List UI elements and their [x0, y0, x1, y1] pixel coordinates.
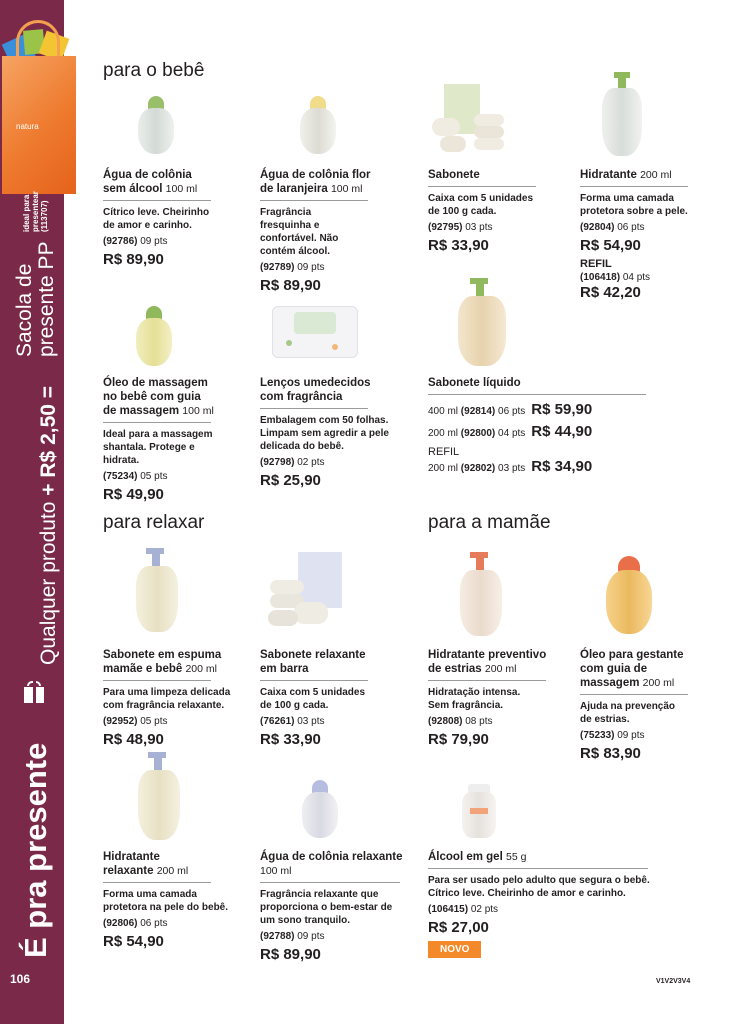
product-image-hidratante-relaxante: [136, 752, 182, 842]
product-desc: Fragrância relaxante que proporciona o bem-estar de um sono tranquilo.: [260, 889, 393, 926]
product-price: R$ 89,90: [103, 251, 164, 268]
divider: [260, 408, 368, 409]
product-name: Óleo de massagem no bebê com guia de massagem 100 ml: [103, 377, 214, 417]
product-code: (92806) 06 pts: [103, 918, 168, 929]
product-desc: Ajuda na prevenção de estrias.: [580, 701, 676, 725]
product-name: Hidratante preventivo de estrias 200 ml: [428, 649, 547, 675]
divider: [428, 394, 646, 395]
sidebar: [0, 0, 64, 1024]
qualquer-price: + R$ 2,50 =: [37, 385, 60, 496]
product-price: R$ 48,90: [103, 731, 164, 748]
product-code: (92788) 09 pts: [260, 931, 325, 942]
section-title-mamae: para a mamãe: [428, 512, 551, 533]
ideal-text: ideal para presentear (113707): [22, 191, 49, 232]
divider: [103, 422, 211, 423]
product-desc: Para ser usado pelo adulto que segura o bebê. Cítrico leve. Cheirinho de amor e carinho.: [428, 875, 650, 899]
product-code: (92952) 05 pts: [103, 716, 168, 727]
product-desc: Embalagem com 50 folhas. Limpam sem agredir a pele delicada do bebê.: [260, 415, 389, 452]
product-code: (76261) 03 pts: [260, 716, 325, 727]
product-price: R$ 27,00: [428, 919, 489, 936]
variant-400ml: 400 ml (92814) 06 pts R$ 59,90: [428, 401, 593, 418]
gift-bag-image: [2, 20, 74, 180]
footer-code: V1V2V3V4: [656, 978, 691, 985]
product-sabonete-relaxante[interactable]: [260, 648, 410, 748]
product-agua-relaxante[interactable]: [260, 850, 410, 963]
divider: [580, 186, 688, 187]
product-oleo-massagem[interactable]: [103, 376, 253, 503]
product-name: Lenços umedecidos com fragrância: [260, 377, 371, 403]
product-desc: Fragrância fresquinha e confortável. Não contém álcool.: [260, 207, 339, 257]
product-desc: Forma uma camada protetora na pele do bebê.: [103, 889, 229, 913]
gift-icon: [24, 681, 44, 703]
product-name: Óleo para gestante com guia de massagem 200 ml: [580, 649, 684, 689]
variant-refil: 200 ml (92802) 03 pts R$ 34,90: [428, 458, 593, 475]
product-name: Sabonete em espuma mamãe e bebê 200 ml: [103, 649, 222, 675]
product-image-agua-laranjeira: [300, 96, 336, 156]
product-name: Água de colônia relaxante 100 ml: [260, 851, 403, 877]
section-title-relaxar: para relaxar: [103, 512, 205, 533]
divider: [428, 868, 648, 869]
product-image-hidratante: [600, 72, 644, 158]
product-sabonete[interactable]: [428, 168, 578, 254]
product-hidratante-relaxante[interactable]: [103, 850, 253, 950]
product-image-oleo-gestante: [606, 556, 652, 636]
divider: [260, 200, 368, 201]
product-image-agua-sem-alcool: [138, 96, 174, 156]
qualquer-text: [38, 386, 60, 665]
product-name: Sabonete líquido: [428, 377, 521, 389]
product-price: R$ 89,90: [260, 946, 321, 963]
product-image-oleo-massagem: [136, 306, 172, 368]
refil-label: REFIL: [428, 446, 460, 458]
product-image-agua-relaxante: [302, 780, 338, 840]
product-price: R$ 89,90: [260, 277, 321, 294]
divider: [103, 680, 211, 681]
product-code: (75234) 05 pts: [103, 471, 168, 482]
divider: [428, 186, 536, 187]
product-desc: Para uma limpeza delicada com fragrância relaxante.: [103, 687, 231, 711]
product-price: R$ 33,90: [260, 731, 321, 748]
product-image-sabonete-liquido: [456, 278, 508, 368]
product-oleo-gestante[interactable]: [580, 648, 730, 762]
variant-200ml: 200 ml (92800) 04 pts R$ 44,90: [428, 423, 593, 440]
divider: [428, 680, 546, 681]
product-desc: Hidratação intensa. Sem fragrância.: [428, 687, 521, 711]
product-image-sabonete-espuma: [134, 548, 180, 634]
product-code: (92798) 02 pts: [260, 457, 325, 468]
product-price: R$ 83,90: [580, 745, 641, 762]
page-number: 106: [10, 972, 31, 986]
divider: [103, 882, 211, 883]
product-price: R$ 33,90: [428, 237, 489, 254]
section-title-bebe: para o bebê: [103, 60, 205, 81]
product-sabonete-liquido[interactable]: [428, 376, 648, 477]
product-price: R$ 79,90: [428, 731, 489, 748]
main-title: É pra presente: [18, 742, 53, 958]
product-price: R$ 54,90: [103, 933, 164, 950]
product-alcool-gel[interactable]: [428, 850, 658, 958]
refil-price: R$ 42,20: [580, 284, 641, 301]
product-hidratante-estrias[interactable]: [428, 648, 578, 748]
product-image-sabonete-relaxante: [266, 552, 356, 632]
product-name: Sabonete relaxante em barra: [260, 649, 366, 675]
product-name: Sabonete: [428, 169, 480, 181]
product-image-lencos: [272, 300, 358, 360]
refil-code: (106418) 04 pts: [580, 272, 651, 283]
product-desc: Ideal para a massagem shantala. Protege e hidrata.: [103, 429, 213, 466]
product-name: Hidratante 200 ml: [580, 169, 672, 181]
divider: [260, 680, 368, 681]
divider: [103, 200, 211, 201]
sacola-line1: Sacola de: [13, 263, 36, 357]
divider: [580, 694, 688, 695]
product-name: Água de colônia sem álcool 100 ml: [103, 169, 198, 195]
product-price: R$ 25,90: [260, 472, 321, 489]
product-desc: Forma uma camada protetora sobre a pele.: [580, 193, 688, 217]
qualquer-prefix: Qualquer produto: [37, 495, 60, 665]
product-agua-laranjeira[interactable]: [260, 168, 410, 294]
product-price: R$ 49,90: [103, 486, 164, 503]
product-code: (92789) 09 pts: [260, 262, 325, 273]
divider: [260, 882, 400, 883]
product-desc: Caixa com 5 unidades de 100 g cada.: [428, 193, 534, 217]
product-lencos[interactable]: [260, 376, 410, 489]
product-sabonete-espuma[interactable]: [103, 648, 253, 748]
product-name: Hidratante relaxante 200 ml: [103, 851, 189, 877]
product-image-sabonete: [430, 84, 510, 156]
product-desc: Caixa com 5 unidades de 100 g cada.: [260, 687, 366, 711]
product-image-alcool-gel: [462, 784, 496, 840]
product-name: Água de colônia flor de laranjeira 100 ml: [260, 169, 371, 195]
product-code: (92804) 06 pts: [580, 222, 645, 233]
product-hidratante[interactable]: [580, 168, 730, 301]
product-price: R$ 54,90: [580, 237, 641, 254]
product-name: Álcool em gel 55 g: [428, 851, 527, 863]
product-code: (75233) 09 pts: [580, 730, 645, 741]
product-agua-sem-alcool[interactable]: [103, 168, 253, 268]
product-desc: Cítrico leve. Cheirinho de amor e carinho.: [103, 207, 210, 231]
product-code: (92795) 03 pts: [428, 222, 493, 233]
product-code: (106415) 02 pts: [428, 904, 499, 915]
sacola-text: [14, 241, 58, 357]
refil-label: REFIL: [580, 258, 612, 270]
product-code: (92808) 08 pts: [428, 716, 493, 727]
sacola-line2: presente PP: [35, 241, 58, 357]
product-code: (92786) 09 pts: [103, 236, 168, 247]
novo-badge: NOVO: [428, 941, 481, 958]
natura-logo: natura: [16, 122, 39, 131]
product-image-hidratante-estrias: [458, 552, 504, 638]
